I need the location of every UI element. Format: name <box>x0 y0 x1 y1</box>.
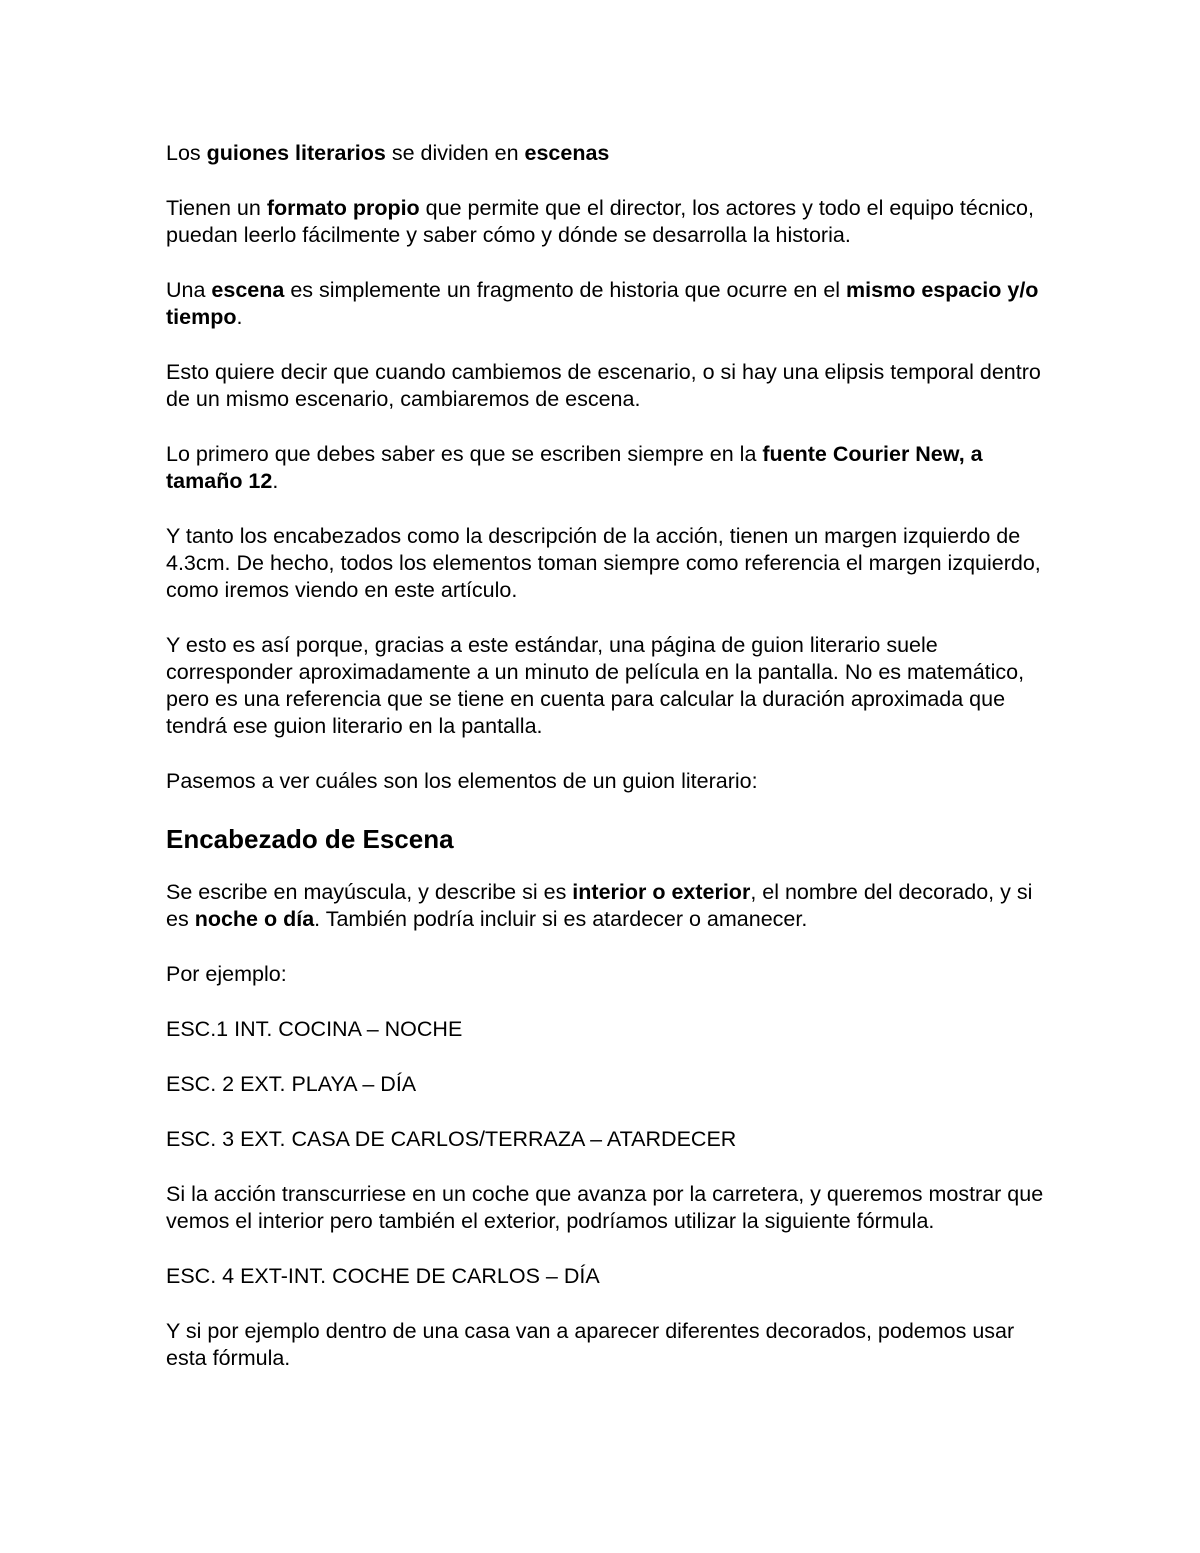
scene-heading-example-2 <box>166 1071 1046 1098</box>
paragraph-format <box>166 195 1046 249</box>
text-run: Y tanto los encabezados como la descripción de la acción, tienen un margen izquierdo de 4.3cm. De hecho, todos los elementos toman siempre como referencia el margen izquierdo, como iremos viendo en este artículo. <box>166 524 1041 602</box>
text-run: Una <box>166 278 212 302</box>
bold-run: interior o exterior <box>572 880 751 904</box>
text-run: Si la acción transcurriese en un coche que avanza por la carretera, y queremos mostrar que vemos el interior pero también el exterior, podríamos utilizar la siguiente fórmula. <box>166 1182 1044 1233</box>
paragraph-elementos <box>166 768 1046 795</box>
text-run: ESC.1 INT. COCINA – NOCHE <box>166 1017 463 1041</box>
bold-run: noche o día <box>194 907 315 931</box>
paragraph-coche <box>166 1181 1046 1235</box>
paragraph-por-ejemplo <box>166 961 1046 988</box>
text-run: que permite que el director, los actores y todo el equipo técnico, puedan leerlo fácilmente y saber cómo y dónde se desarrolla la historia. <box>166 196 1034 247</box>
paragraph-fuente <box>166 441 1046 495</box>
text-run: es simplemente un fragmento de historia que ocurre en el <box>284 278 847 302</box>
paragraph-decorados <box>166 1318 1046 1372</box>
heading-text: Encabezado de Escena <box>166 824 454 854</box>
bold-run: formato propio <box>266 196 420 220</box>
paragraph-escena <box>166 277 1046 331</box>
document-body <box>166 140 1046 1400</box>
bold-run: escenas <box>524 141 610 165</box>
scene-heading-example-4 <box>166 1263 1046 1290</box>
text-run: . También podría incluir si es atardecer o amanecer. <box>314 907 808 931</box>
text-run: . <box>236 305 243 329</box>
text-run: , el nombre del decorado, y si es <box>166 880 1033 931</box>
text-run: Por ejemplo: <box>166 962 287 986</box>
text-run: Pasemos a ver cuáles son los elementos de un guion literario: <box>166 769 758 793</box>
text-run: Tienen un <box>166 196 267 220</box>
bold-run: mismo espacio y/o tiempo <box>166 278 1039 329</box>
bold-run: guiones literarios <box>206 141 386 165</box>
text-run: Lo primero que debes saber es que se escriben siempre en la <box>166 442 763 466</box>
text-run: Esto quiere decir que cuando cambiemos de escenario, o si hay una elipsis temporal dentro de un mismo escenario, cambiaremos de escena. <box>166 360 1041 411</box>
text-run: se dividen en <box>385 141 525 165</box>
text-run: ESC. 3 EXT. CASA DE CARLOS/TERRAZA – ATARDECER <box>166 1127 737 1151</box>
bold-run: escena <box>211 278 285 302</box>
text-run: ESC. 2 EXT. PLAYA – DÍA <box>166 1072 417 1096</box>
text-run: Y esto es así porque, gracias a este estándar, una página de guion literario suele corresponder aproximadamente a un minuto de película en la pantalla. No es matemático, pero es una referencia que se tiene en cuenta para calcular la duración aproximada que tendrá ese guion literario en la pantalla. <box>166 633 1025 738</box>
text-run: . <box>272 469 279 493</box>
text-run: Los <box>166 141 207 165</box>
scene-heading-example-1 <box>166 1016 1046 1043</box>
bold-run: fuente Courier New, a tamaño 12 <box>166 442 983 493</box>
paragraph-cambio-escena <box>166 359 1046 413</box>
paragraph-intro <box>166 140 1046 167</box>
text-run: Y si por ejemplo dentro de una casa van a aparecer diferentes decorados, podemos usar esta fórmula. <box>166 1319 1015 1370</box>
text-run: Se escribe en mayúscula, y describe si es <box>166 880 573 904</box>
paragraph-mayuscula <box>166 879 1046 933</box>
scene-heading-example-3 <box>166 1126 1046 1153</box>
section-heading <box>166 823 1046 855</box>
paragraph-estandar <box>166 632 1046 740</box>
text-run: ESC. 4 EXT-INT. COCHE DE CARLOS – DÍA <box>166 1264 600 1288</box>
paragraph-margen <box>166 523 1046 604</box>
